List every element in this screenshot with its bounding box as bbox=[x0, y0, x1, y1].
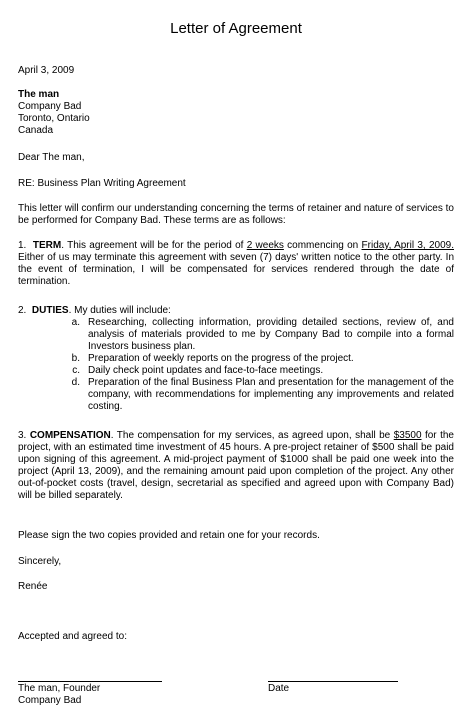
duty-item bbox=[18, 317, 454, 353]
sender-name: Renée bbox=[18, 581, 48, 592]
duty-text: Preparation of the final Business Plan and presentation for the management of the company, with recommendations for implementing any improvements and related costing. bbox=[88, 377, 454, 412]
comp-number: 3. bbox=[18, 430, 27, 441]
recipient-name: The man bbox=[18, 89, 60, 100]
compensation-clause bbox=[18, 430, 454, 502]
duty-item bbox=[18, 353, 454, 365]
recipient-country: Canada bbox=[18, 125, 54, 136]
signer-title: The man, Founder bbox=[18, 683, 101, 694]
duty-text: Researching, collecting information, providing detailed sections, review of, and analysis of materials provided to me by Company Bad to compile into a formal Investors business plan. bbox=[88, 317, 454, 352]
term-heading: TERM bbox=[32, 240, 62, 251]
duty-marker: a. bbox=[71, 317, 80, 328]
duty-text: Preparation of weekly reports on the progress of the project. bbox=[88, 353, 354, 364]
duties-list bbox=[18, 317, 454, 413]
duties-heading-line bbox=[18, 305, 454, 317]
term-text-1: . This agreement will be for the period of bbox=[61, 240, 247, 251]
signer-block bbox=[18, 683, 218, 707]
term-clause bbox=[18, 240, 454, 288]
term-text-2: commencing on bbox=[283, 240, 362, 251]
term-text-3: Either of us may terminate this agreement with seven (7) days' written notice to the other party. In the event of termination, I will be compensated for services rendered through the date of termination. bbox=[18, 252, 454, 287]
comp-text-2: for the project, with an estimated time investment of 45 hours. A pre-project retainer of $500 shall be paid upon signing of this agreement. A mid-project payment of $1000 shall be paid one week into the project (April 13, 2009), and the remaining amount paid upon completion of the project. Any other out-of-pocket costs (travel, design, secretarial as specified and agreed upon with Company Bad) will be billed separately. bbox=[18, 430, 454, 501]
accepted-line: Accepted and agreed to: bbox=[18, 631, 127, 642]
closing: Sincerely, bbox=[18, 556, 62, 567]
letter-date: April 3, 2009 bbox=[18, 65, 75, 76]
subject-line: RE: Business Plan Writing Agreement bbox=[18, 178, 186, 189]
duties-number: 2. bbox=[18, 305, 27, 316]
term-start-date: Friday, April 3, 2009. bbox=[361, 240, 454, 251]
sign-request: Please sign the two copies provided and retain one for your records. bbox=[18, 530, 320, 541]
recipient-company: Company Bad bbox=[18, 101, 82, 112]
salutation: Dear The man, bbox=[18, 152, 85, 163]
signer-company: Company Bad bbox=[18, 695, 82, 706]
duties-intro: . My duties will include: bbox=[68, 305, 171, 316]
comp-heading: COMPENSATION bbox=[29, 430, 111, 441]
term-period: 2 weeks bbox=[246, 240, 284, 251]
signature-line-right bbox=[268, 681, 398, 682]
intro-paragraph: This letter will confirm our understanding concerning the terms of retainer and nature of services to be performed for Company Bad. These terms are as follows: bbox=[18, 203, 454, 226]
document-title: Letter of Agreement bbox=[170, 20, 302, 37]
signature-line-left bbox=[18, 681, 162, 682]
duty-item bbox=[18, 377, 454, 413]
date-label: Date bbox=[268, 683, 290, 694]
duty-marker: c. bbox=[72, 365, 80, 376]
duty-marker: d. bbox=[71, 377, 80, 388]
duties-heading: DUTIES bbox=[31, 305, 69, 316]
recipient-city: Toronto, Ontario bbox=[18, 113, 90, 124]
comp-amount: $3500 bbox=[393, 430, 422, 441]
term-number: 1. bbox=[18, 240, 27, 251]
duty-text: Daily check point updates and face-to-face meetings. bbox=[88, 365, 324, 376]
comp-text-1: . The compensation for my services, as agreed upon, shall be bbox=[110, 430, 394, 441]
recipient-address bbox=[18, 89, 454, 137]
duty-marker: b. bbox=[71, 353, 80, 364]
duty-item bbox=[18, 365, 454, 377]
